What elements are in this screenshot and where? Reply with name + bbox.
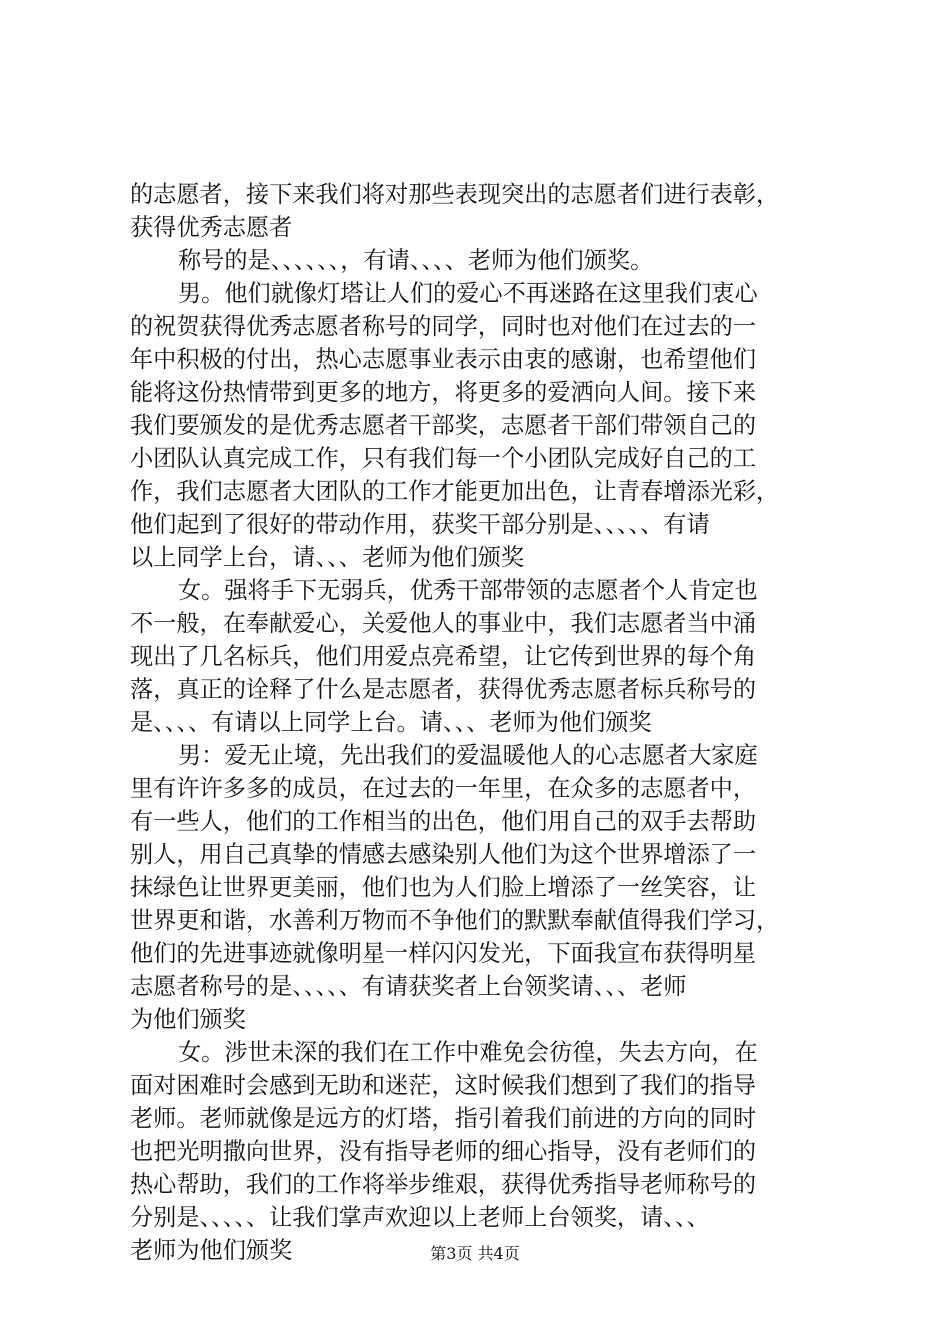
text-line: 世界更和谐，水善利万物而不争他们的默默奉献值得我们学习， (130, 907, 780, 934)
page-footer: 第3页 共4页 (430, 1244, 520, 1263)
text-line: 为他们颁奖 (130, 1006, 246, 1033)
text-line: 作，我们志愿者大团队的工作才能更加出色，让青春增添光彩， (130, 478, 780, 505)
text-line: 获得优秀志愿者 (130, 214, 293, 241)
text-line: 也把光明撒向世界，没有指导老师的细心指导，没有老师们的 (130, 1138, 757, 1165)
text-line: 的志愿者，接下来我们将对那些表现突出的志愿者们进行表彰， (130, 181, 780, 208)
text-line: 男。他们就像灯塔让人们的爱心不再迷路在这里我们衷心 (178, 280, 758, 307)
text-line: 面对困难时会感到无助和迷茫，这时候我们想到了我们的指导 (130, 1072, 757, 1099)
text-line: 的祝贺获得优秀志愿者称号的同学，同时也对他们在过去的一 (130, 313, 757, 340)
text-line: 男：爱无止境，先出我们的爱温暖他人的心志愿者大家庭 (178, 742, 758, 769)
text-line: 别人，用自己真挚的情感去感染别人他们为这个世界增添了一 (130, 841, 757, 868)
text-line: 我们要颁发的是优秀志愿者干部奖，志愿者干部们带领自己的 (130, 412, 757, 439)
text-line: 女。强将手下无弱兵，优秀干部带领的志愿者个人肯定也 (178, 577, 758, 604)
text-line: 能将这份热情带到更多的地方，将更多的爱洒向人间。接下来 (130, 379, 757, 406)
text-line: 他们的先进事迹就像明星一样闪闪发光，下面我宣布获得明星 (130, 940, 757, 967)
text-line: 里有许许多多的成员，在过去的一年里，在众多的志愿者中， (130, 775, 757, 802)
text-line: 分别是、、、、、让我们掌声欢迎以上老师上台领奖，请、、、 (130, 1204, 710, 1231)
text-line: 称号的是、、、、、、，有请、、、、老师为他们颁奖。 (178, 247, 654, 274)
text-line: 热心帮助，我们的工作将举步维艰，获得优秀指导老师称号的 (130, 1171, 757, 1198)
text-line: 不一般，在奉献爱心，关爱他人的事业中，我们志愿者当中涌 (130, 610, 757, 637)
text-line: 是、、、、有请以上同学上台。请、、、老师为他们颁奖 (130, 709, 652, 736)
text-line: 老师。老师就像是远方的灯塔，指引着我们前进的方向的同时 (130, 1105, 757, 1132)
text-line: 以上同学上台，请、、、老师为他们颁奖 (130, 544, 525, 571)
text-line: 有一些人，他们的工作相当的出色，他们用自己的双手去帮助 (130, 808, 757, 835)
text-line: 女。涉世未深的我们在工作中难免会彷徨，失去方向，在 (178, 1039, 758, 1066)
text-line: 年中积极的付出，热心志愿事业表示由衷的感谢，也希望他们 (130, 346, 757, 373)
text-line: 志愿者称号的是、、、、、有请获奖者上台领奖请、、、老师 (130, 973, 687, 1000)
text-line: 落，真正的诠释了什么是志愿者，获得优秀志愿者标兵称号的 (130, 676, 757, 703)
document-body (130, 178, 835, 1267)
text-line: 老师为他们颁奖 (130, 1237, 293, 1264)
text-line: 小团队认真完成工作，只有我们每一个小团队完成好自己的工 (130, 445, 757, 472)
text-line: 抹绿色让世界更美丽，他们也为人们脸上增添了一丝笑容，让 (130, 874, 757, 901)
text-line: 现出了几名标兵，他们用爱点亮希望，让它传到世界的每个角 (130, 643, 757, 670)
text-line: 他们起到了很好的带动作用，获奖干部分别是、、、、、有请 (130, 511, 710, 538)
